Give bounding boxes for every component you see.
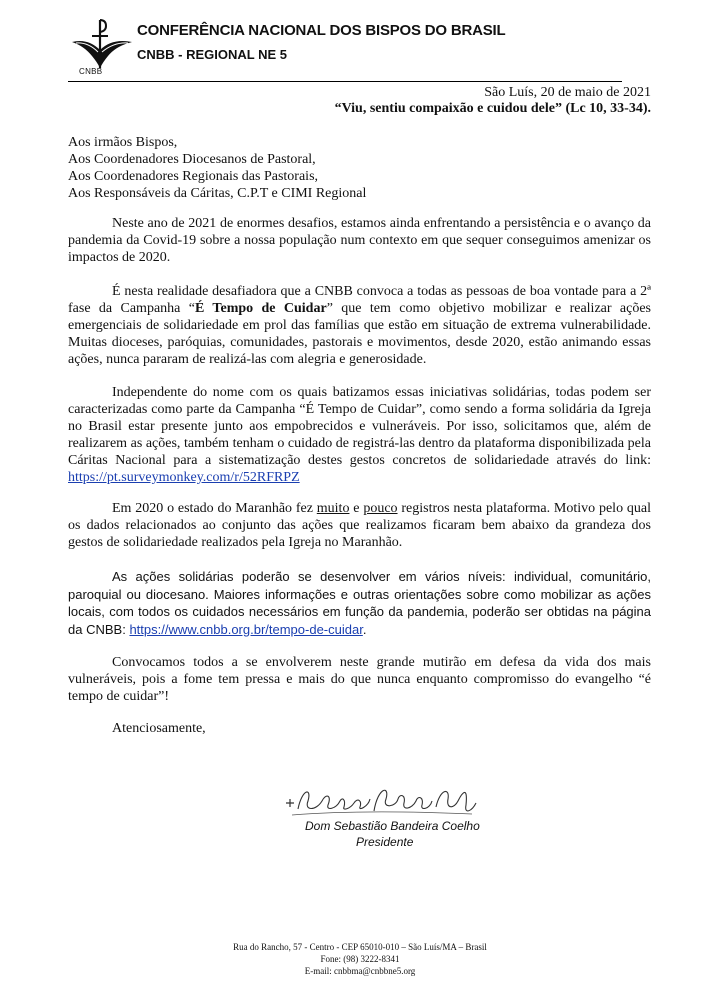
footer: [0, 941, 720, 977]
logo-caption: CNBB: [79, 67, 103, 76]
paragraph-5-end: .: [362, 621, 367, 637]
handwritten-signature: [282, 781, 478, 823]
date-line: São Luís, 20 de maio de 2021: [484, 85, 651, 100]
paragraph-2-text-end: ” que tem como objetivo mobilizar e realizar ações emergenciais de solidariedade em prol das famílias que estão em situação de extrema vulnerabilidade. Muitas dioceses, paróquias, comunidades, pastorais e movimentos, desde 2020, estão animando essas ações, nunca pararam de realizá-las com alegria e generosidade.: [68, 301, 651, 367]
footer-address: Rua do Rancho, 57 - Centro - CEP 65010-010 – São Luís/MA – Brasil: [233, 942, 487, 952]
paragraph-1: Neste ano de 2021 de enormes desafios, estamos ainda enfrentando a persistência e o avanço da pandemia da Covid-19 sobre a nossa população num contexto em que sequer conseguimos amenizar os impactos de 2020.: [68, 216, 651, 265]
motto: “Viu, sentiu compaixão e cuidou dele” (Lc 10, 33-34).: [334, 101, 651, 116]
paragraph-2: [68, 283, 651, 368]
org-name: CONFERÊNCIA NACIONAL DOS BISPOS DO BRASIL: [137, 22, 506, 39]
header-divider: [68, 81, 622, 82]
paragraph-3: [68, 384, 651, 486]
paragraph-6: Convocamos todos a se envolverem neste grande mutirão em defesa da vida dos mais vulneráveis, pois a fome tem pressa e mais do que nunca enquanto compromisso do evangelho “é tempo de cuidar”!: [68, 655, 651, 704]
org-subtitle: CNBB - REGIONAL NE 5: [137, 47, 287, 62]
addressee-line: Aos irmãos Bispos,: [68, 135, 178, 150]
survey-link[interactable]: https://pt.surveymonkey.com/r/52RFRPZ: [68, 470, 300, 485]
addressee-list: [68, 134, 658, 202]
footer-email: E-mail: cnbbma@cnbbne5.org: [304, 966, 416, 976]
paragraph-3-text: Independente do nome com os quais batizamos essas iniciativas solidárias, todas podem ser caracterizadas como parte da Campanha “É Tempo de Cuidar”, como sendo a forma solidária da Igreja no Brasil estar presente junto aos empobrecidos e vulneráveis. Por isso, solicitamos que, além de realizarem as ações, também tenham o cuidado de registrá-las dentro da plataforma disponibilizada pela Cáritas Nacional para a sistematização destes gestos concretos de solidariedade através do link:: [68, 385, 651, 468]
addressee-line: Aos Responsáveis da Cáritas, C.P.T e CIMI Regional: [68, 186, 367, 201]
addressee-line: Aos Coordenadores Diocesanos de Pastoral,: [68, 152, 316, 167]
paragraph-4-mid: e: [349, 501, 364, 516]
cnbb-link[interactable]: https://www.cnbb.org.br/tempo-de-cuidar: [129, 621, 363, 637]
paragraph-4-text-end: registros nesta plataforma. Motivo pelo qual os dados relacionados ao conjunto das ações que realizamos ficaram bem abaixo da grandeza dos gestos de solidariedade realizados pela Igreja no Maranhão.: [68, 501, 651, 550]
paragraph-5: [68, 568, 651, 638]
paragraph-4: [68, 500, 651, 551]
underlined-pouco: pouco: [363, 501, 398, 516]
paragraph-2-text: É nesta realidade desafiadora que a CNBB convoca a todas as pessoas de boa vontade para a 2ª fase da Campanha “: [68, 284, 651, 316]
addressee-line: Aos Coordenadores Regionais das Pastorais,: [68, 169, 319, 184]
paragraph-5-text: As ações solidárias poderão se desenvolver em vários níveis: individual, comunitário, paroquial ou diocesano. Maiores informações e outras orientações sobre como mobilizar as ações locais, com todos os cuidados necessários em função da pandemia, poderão ser obtidas na página da CNBB:: [68, 569, 651, 637]
paragraph-4-text: Em 2020 o estado do Maranhão fez: [112, 501, 317, 516]
signer-role: Presidente: [356, 835, 414, 849]
closing: Atenciosamente,: [112, 721, 206, 736]
campaign-name: É Tempo de Cuidar: [194, 301, 327, 316]
footer-phone: Fone: (98) 3222-8341: [320, 954, 400, 964]
underlined-muito: muito: [316, 501, 350, 516]
signer-name: Dom Sebastião Bandeira Coelho: [305, 819, 480, 833]
